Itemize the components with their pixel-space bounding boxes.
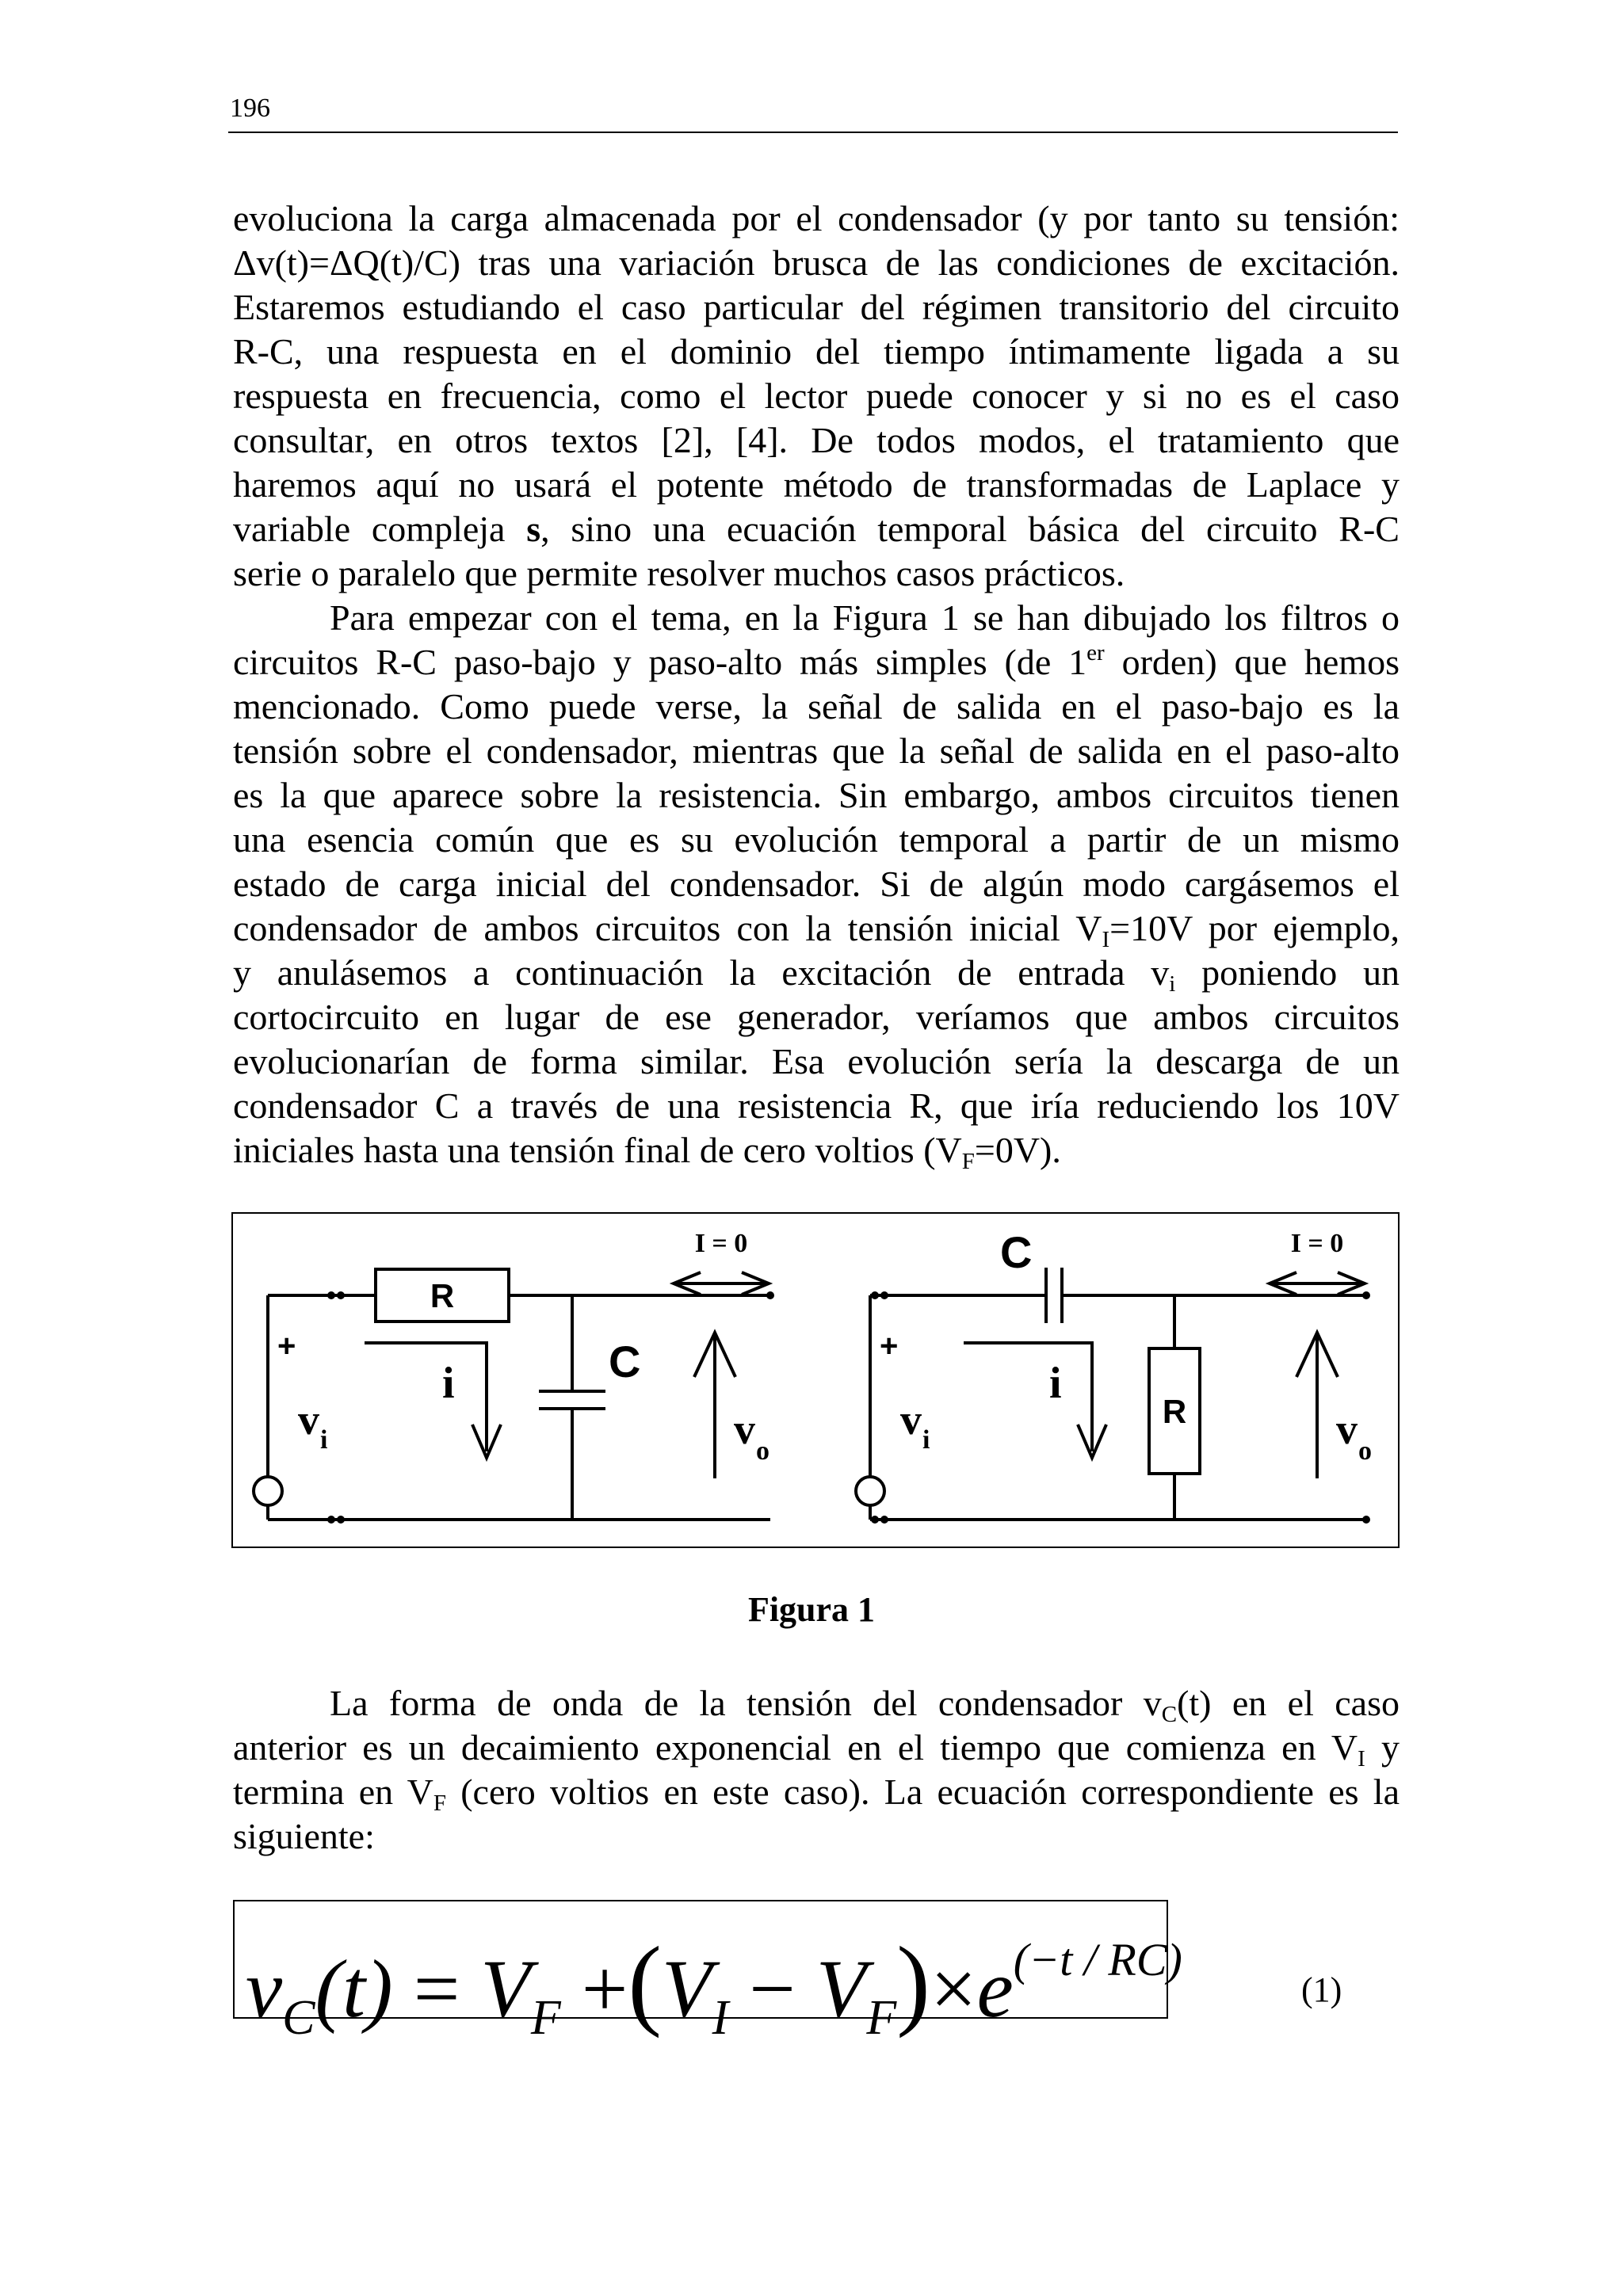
text-line: estado de carga inicial del condensador. Si de algún modo cargásemos el — [233, 864, 1400, 904]
text-run: , sino una ecuación temporal básica del circuito R-C — [540, 509, 1400, 549]
text-line — [233, 507, 1400, 551]
eq-operator: = — [413, 1943, 460, 2035]
text-line — [233, 906, 1400, 951]
equation — [246, 1905, 1182, 2073]
text-line: condensador C a través de una resistencia R, que iría reduciendo los 10V — [233, 1085, 1400, 1126]
text-run: orden) que hemos — [1104, 642, 1400, 682]
eq-subscript: I — [712, 1991, 729, 2045]
paragraph-3 — [233, 1681, 1400, 1859]
text-run: circuitos R-C paso-bajo y paso-alto más simples (de 1 — [233, 642, 1087, 682]
eq-term: V — [662, 1943, 712, 2035]
output-voltage-subscript: o — [1358, 1436, 1372, 1466]
subscript: I — [1358, 1746, 1365, 1772]
text-line: Δv(t)=ΔQ(t)/C) tras una variación brusca de las condiciones de excitación. — [233, 242, 1400, 283]
current-label: i — [1049, 1359, 1062, 1408]
resistor-label: R — [1162, 1393, 1187, 1430]
text-line: haremos aquí no usará el potente método de transformadas de Laplace y — [233, 464, 1400, 505]
equation-number: (1) — [1301, 1970, 1342, 2009]
eq-subscript: C — [282, 1991, 315, 2045]
text-run: La forma de onda de la tensión del condensador v — [330, 1683, 1162, 1723]
equation-box — [233, 1900, 1182, 2045]
eq-term: v — [246, 1943, 283, 2035]
eq-bracket: ) — [896, 1926, 930, 2039]
text-line: es la que aparece sobre la resistencia. Sin embargo, ambos circuitos tienen — [233, 775, 1400, 815]
eq-term: V — [480, 1943, 531, 2035]
eq-operator: − — [749, 1943, 796, 2035]
output-voltage-label: v — [1336, 1405, 1358, 1453]
output-voltage-label: v — [734, 1405, 755, 1453]
subscript: F — [961, 1149, 975, 1174]
resistor-label: R — [430, 1277, 455, 1314]
text-run: y anulásemos a continuación la excitación de entrada v — [233, 952, 1170, 993]
text-run: =10V por ejemplo, — [1109, 908, 1400, 948]
current-label: i — [442, 1359, 455, 1408]
text-line: respuesta en frecuencia, como el lector puede conocer y si no es el caso — [233, 376, 1400, 416]
output-voltage-subscript: o — [756, 1436, 769, 1466]
text-run: poniendo un — [1175, 952, 1400, 993]
paragraph-1 — [233, 196, 1400, 596]
superscript: er — [1086, 640, 1105, 666]
text-run: (cero voltios en este caso). La ecuación correspondiente es la — [445, 1772, 1400, 1812]
figure-frame — [232, 1213, 1399, 1547]
eq-term: (t) — [315, 1943, 393, 2035]
subscript: i — [1169, 971, 1176, 997]
input-voltage-subscript: i — [320, 1425, 328, 1455]
eq-operator: + — [581, 1943, 628, 2035]
text-run: =0V). — [974, 1130, 1061, 1170]
text-line — [233, 951, 1400, 995]
text-line — [233, 640, 1400, 685]
subscript: F — [433, 1791, 446, 1816]
eq-operator: × — [930, 1943, 977, 2035]
capacitor-label: C — [1000, 1227, 1033, 1277]
eq-exponent: (−t / RC) — [1013, 1934, 1182, 1985]
text-line — [233, 1681, 1400, 1726]
text-line: Para empezar con el tema, en la Figura 1 se han dibujado los filtros o — [330, 597, 1400, 638]
text-line: una esencia común que es su evolución temporal a partir de un mismo — [233, 819, 1400, 860]
text-run: y — [1365, 1727, 1400, 1768]
text-line: serie o paralelo que permite resolver muchos casos prácticos. — [233, 553, 1125, 593]
eq-term: e — [976, 1943, 1014, 2035]
text-line — [233, 1128, 1400, 1173]
text-line — [233, 1726, 1400, 1770]
eq-bracket: ( — [628, 1926, 663, 2039]
plus-sign: + — [880, 1329, 899, 1363]
eq-subscript: F — [866, 1991, 897, 2045]
plus-sign: + — [277, 1329, 296, 1363]
capacitor-label: C — [609, 1337, 641, 1386]
text-run: variable compleja — [233, 509, 527, 549]
text-run: anterior es un decaimiento exponencial en el tiempo que comienza en V — [233, 1727, 1358, 1768]
text-line: consultar, en otros textos [2], [4]. De todos modos, el tratamiento que — [233, 420, 1400, 460]
figure-1-circuits — [231, 1212, 1400, 1548]
text-line: mencionado. Como puede verse, la señal de salida en el paso-bajo es la — [233, 686, 1400, 727]
eq-term: V — [815, 1943, 867, 2035]
header-rule — [228, 132, 1398, 133]
zero-current-label: I = 0 — [1290, 1229, 1344, 1258]
text-line: siguiente: — [233, 1816, 375, 1856]
text-line: evolucionarían de forma similar. Esa evolución sería la descarga de un — [233, 1041, 1400, 1081]
eq-subscript: F — [530, 1991, 561, 2045]
bold-variable-s: s — [526, 509, 541, 549]
figure-caption: Figura 1 — [747, 1590, 876, 1629]
input-voltage-label: v — [900, 1396, 922, 1444]
zero-current-label: I = 0 — [694, 1229, 748, 1258]
paragraph-2 — [233, 596, 1400, 1173]
text-line: R-C, una respuesta en el dominio del tiempo íntimamente ligada a su — [233, 331, 1400, 372]
text-run: iniciales hasta una tensión final de cero voltios (V — [233, 1130, 962, 1170]
text-line: tensión sobre el condensador, mientras que la señal de salida en el paso-alto — [233, 730, 1400, 771]
text-line: cortocircuito en lugar de ese generador, veríamos que ambos circuitos — [233, 997, 1400, 1037]
text-line — [233, 1770, 1400, 1814]
text-line: Estaremos estudiando el caso particular del régimen transitorio del circuito — [233, 287, 1400, 327]
subscript: C — [1161, 1702, 1178, 1727]
input-voltage-subscript: i — [922, 1425, 930, 1455]
text-run: condensador de ambos circuitos con la tensión inicial V — [233, 908, 1102, 948]
page-number: 196 — [230, 93, 270, 123]
subscript: I — [1102, 927, 1110, 952]
text-line: evoluciona la carga almacenada por el condensador (y por tanto su tensión: — [233, 198, 1400, 238]
text-run: termina en V — [233, 1772, 433, 1812]
text-run: (t) en el caso — [1177, 1683, 1400, 1723]
input-voltage-label: v — [298, 1396, 319, 1444]
